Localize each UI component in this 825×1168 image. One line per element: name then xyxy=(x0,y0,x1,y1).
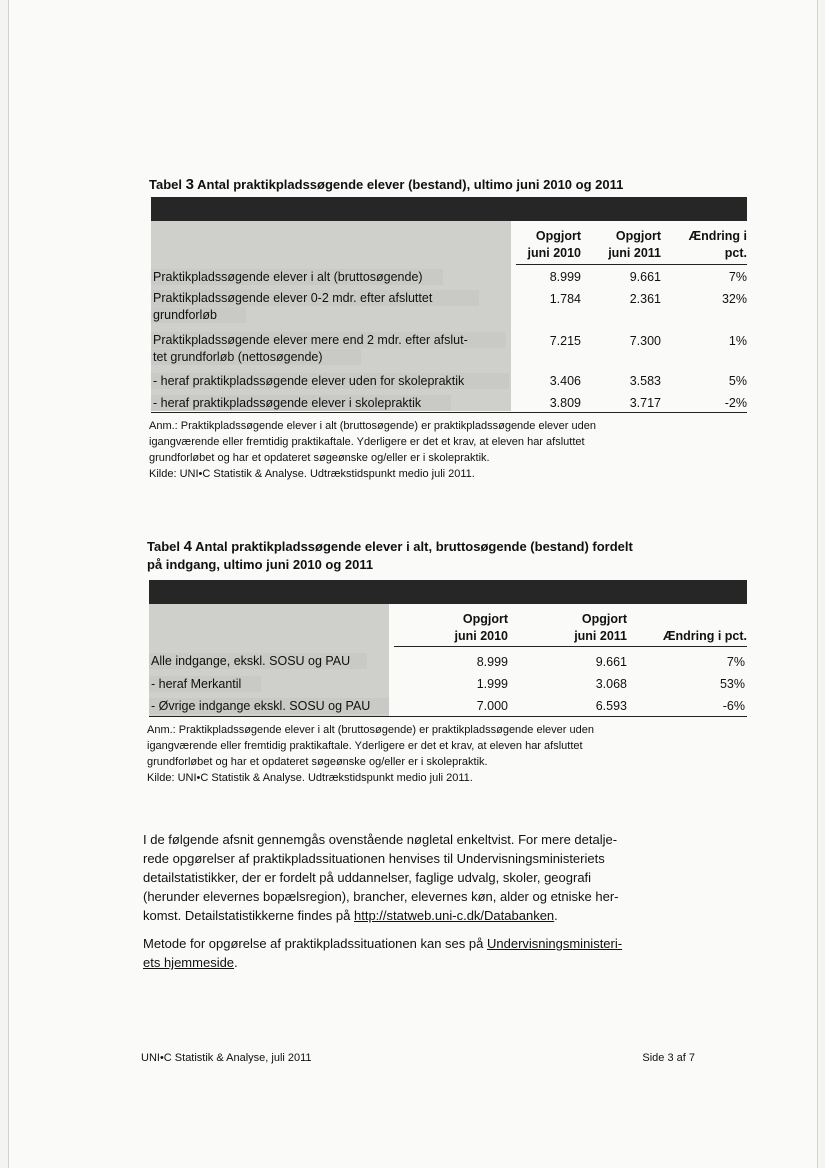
table3-title xyxy=(149,176,623,194)
paragraph-line xyxy=(143,934,663,953)
table3-col-2010-header xyxy=(521,228,581,262)
table3-col3-line1: Ændring i xyxy=(688,229,747,243)
table3-source-line: Kilde: UNI•C Statistik & Analyse. Udtrækstidspunkt medio juli 2011. xyxy=(149,468,475,480)
table4-row-label: Alle indgange, ekskl. SOSU og PAU xyxy=(149,653,367,669)
table3-col1-line2: juni 2010 xyxy=(527,246,581,260)
paragraph-line: rede opgørelser af praktikpladssituationen henvises til Undervisningsministeriets xyxy=(143,851,605,866)
paragraph-line xyxy=(143,906,663,925)
body-text xyxy=(143,830,663,981)
table3-note-line: igangværende eller fremtidig praktikaftale. Yderligere er det et krav, at eleven har afsluttet xyxy=(149,436,585,448)
ministry-website-link-cont[interactable]: ets hjemmeside xyxy=(143,955,235,970)
table3-cell: 7.215 xyxy=(549,334,581,348)
ministry-website-link[interactable]: Undervisningsministeri- xyxy=(486,936,623,951)
table3-cell: 2.361 xyxy=(629,292,661,306)
table3-row-label: Praktikpladssøgende elever mere end 2 mdr. efter afslut- xyxy=(151,332,506,348)
table4-source-line: Kilde: UNI•C Statistik & Analyse. Udtrækstidspunkt medio juli 2011. xyxy=(147,772,473,784)
table3-header-bar xyxy=(151,197,747,221)
table3-title-text: Antal praktikpladssøgende elever (bestand), ultimo juni 2010 og 2011 xyxy=(197,177,624,192)
footer-left: UNI•C Statistik & Analyse, juli 2011 xyxy=(141,1052,312,1064)
paragraph-1 xyxy=(143,830,663,925)
table3-label: Tabel xyxy=(149,177,182,192)
document-page xyxy=(8,0,818,1168)
table4-number: 4 xyxy=(183,538,192,555)
table3-note-line: Anm.: Praktikpladssøgende elever i alt (bruttosøgende) er praktikpladssøgende elever uden xyxy=(149,420,596,432)
table4-note-line: igangværende eller fremtidig praktikaftale. Yderligere er det et krav, at eleven har afsluttet xyxy=(147,740,583,752)
table4-title xyxy=(147,538,633,574)
table4-label: Tabel xyxy=(147,539,180,554)
table4-col-change-header: Ændring i pct. xyxy=(662,629,747,643)
table3-col1-line1: Opgjort xyxy=(535,229,581,243)
table3-cell: 9.661 xyxy=(629,270,661,284)
table3-cell: 8.999 xyxy=(549,270,581,284)
table4-cell: 6.593 xyxy=(595,699,627,713)
table4-header-rule xyxy=(394,646,747,647)
paragraph-text: Metode for opgørelse af praktikpladssituationen kan ses på xyxy=(143,936,487,951)
table3-col-2011-header xyxy=(601,228,661,262)
table4-title-text: Antal praktikpladssøgende elever i alt, bruttosøgende (bestand) fordelt xyxy=(195,539,633,554)
table4-cell: 1.999 xyxy=(476,677,508,691)
table4-cell: 3.068 xyxy=(595,677,627,691)
table4-col2-line1: Opgjort xyxy=(581,612,627,626)
databanken-link[interactable]: http://statweb.uni-c.dk/Databanken xyxy=(353,908,555,923)
table3-col3-line2: pct. xyxy=(724,246,747,260)
table3-row-label-cont: grundforløb xyxy=(151,307,246,323)
table4-header-bar xyxy=(149,580,747,604)
table3-row-label: - heraf praktikpladssøgende elever i skolepraktik xyxy=(151,395,451,411)
table3-cell: 1% xyxy=(728,334,747,348)
table4-col-2011-header xyxy=(509,611,627,645)
table4-cell: 8.999 xyxy=(476,655,508,669)
table3-cell: 5% xyxy=(728,374,747,388)
table3-row-label-cont: tet grundforløb (nettosøgende) xyxy=(151,349,361,365)
page-number: Side 3 af 7 xyxy=(642,1052,695,1064)
paragraph-2 xyxy=(143,934,663,972)
table4-note-line: grundforløbet og har et opdateret søgeønske og/eller er i skolepraktik. xyxy=(147,756,488,768)
table3-cell: 3.809 xyxy=(549,396,581,410)
table4-note xyxy=(147,722,594,786)
table4-cell: 53% xyxy=(719,677,745,691)
table4-col1-line2: juni 2010 xyxy=(454,629,508,643)
table3-cell: 3.717 xyxy=(629,396,661,410)
table3-cell: 7% xyxy=(728,270,747,284)
table4-cell: 7% xyxy=(726,655,745,669)
table4-row-label: - heraf Merkantil xyxy=(149,676,261,692)
table3-note xyxy=(149,418,596,482)
table3-cell: 32% xyxy=(721,292,747,306)
table3-row-label: Praktikpladssøgende elever i alt (bruttosøgende) xyxy=(151,269,443,285)
table3-number: 3 xyxy=(185,176,194,193)
paragraph-text: . xyxy=(554,908,558,923)
table3-row-label: - heraf praktikpladssøgende elever uden for skolepraktik xyxy=(151,373,509,389)
table4-cell: -6% xyxy=(722,699,745,713)
table4-col2-line2: juni 2011 xyxy=(574,629,627,643)
paragraph-line: detailstatistikker, der er fordelt på uddannelser, faglige udvalg, skoler, geografi xyxy=(143,870,592,885)
table3-col-change-header xyxy=(671,228,747,262)
table4-col1-line1: Opgjort xyxy=(462,612,508,626)
table3-cell: 3.583 xyxy=(629,374,661,388)
table4-cell: 9.661 xyxy=(595,655,627,669)
paragraph-text: komst. Detailstatistikkerne findes på xyxy=(143,908,354,923)
table4-row-label: - Øvrige indgange ekskl. SOSU og PAU xyxy=(149,698,389,714)
table4-cell: 7.000 xyxy=(476,699,508,713)
table3-row-label: Praktikpladssøgende elever 0-2 mdr. efter afsluttet xyxy=(151,290,479,306)
paragraph-text: . xyxy=(234,955,238,970)
table3-col2-line1: Opgjort xyxy=(615,229,661,243)
table3-cell: 3.406 xyxy=(549,374,581,388)
table3 xyxy=(151,197,747,413)
table4-bottom-rule xyxy=(149,716,747,717)
table3-cell: -2% xyxy=(724,396,747,410)
table4-note-line: Anm.: Praktikpladssøgende elever i alt (bruttosøgende) er praktikpladssøgende elever uden xyxy=(147,724,594,736)
table3-bottom-rule xyxy=(151,412,747,413)
table3-col2-line2: juni 2011 xyxy=(608,246,661,260)
paragraph-line: I de følgende afsnit gennemgås ovenstående nøgletal enkeltvist. For mere detalje- xyxy=(143,832,618,847)
table4-col-2010-header xyxy=(404,611,508,645)
table4-title-line2: på indgang, ultimo juni 2010 og 2011 xyxy=(147,557,374,572)
paragraph-line: (herunder elevernes bopælsregion), brancher, elevernes køn, alder og etniske her- xyxy=(143,889,619,904)
table3-header-rule xyxy=(516,264,747,265)
paragraph-line xyxy=(143,953,663,972)
table3-note-line: grundforløbet og har et opdateret søgeønske og/eller er i skolepraktik. xyxy=(149,452,490,464)
table3-cell: 1.784 xyxy=(549,292,581,306)
table3-cell: 7.300 xyxy=(629,334,661,348)
table4 xyxy=(149,580,747,718)
